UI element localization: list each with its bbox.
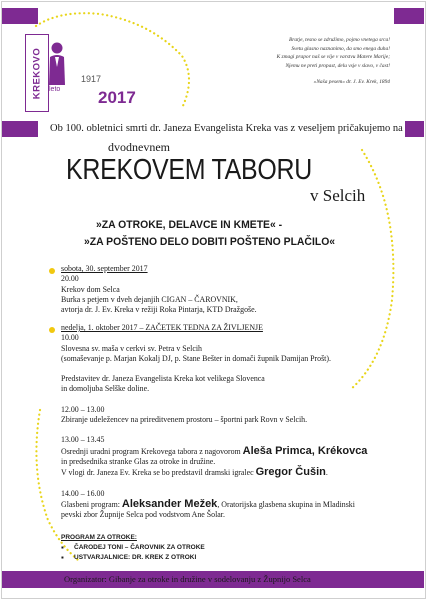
slogan-2: »ZA POŠTENO DELO DOBITI POŠTENO PLAČILO« xyxy=(84,236,336,248)
main-title: KREKOVEM TABORU xyxy=(66,154,313,186)
organizer-text: Organizator: Gibanje za otroke in družine v sodelovanju z Župnijo Selca xyxy=(64,574,311,584)
day1-date: sobota, 30. september 2017 xyxy=(61,264,148,273)
dvodnevnem-text: dvodnevnem xyxy=(108,140,170,154)
day1-line: Burka s petjem v dveh dejanjih CIGAN – ČAROVNIK, xyxy=(61,294,238,304)
krek-portrait-icon xyxy=(48,41,66,87)
slogan-1: »ZA OTROKE, DELAVCE IN KMETE« - xyxy=(96,219,283,231)
session4-post: , Oratorijska glasbena skupina in Mladinski xyxy=(217,499,355,509)
session4-time: 14.00 – 16.00 xyxy=(61,488,105,498)
logo-vertical-box xyxy=(25,34,49,112)
session3-line3-pre: V vlogi dr. Janeza Ev. Kreka se bo predstavil dramski igralec xyxy=(61,468,256,478)
day2-bullet-icon xyxy=(49,327,55,333)
speaker-sep: , xyxy=(311,444,318,457)
kids-program xyxy=(61,533,205,563)
actor-name: Gregor Čušin xyxy=(255,466,326,479)
day1-time: 20.00 xyxy=(61,274,79,284)
session3-line3-post: . xyxy=(325,468,328,478)
session3-pre: Osrednji uradni program Krekovega tabora z nagovorom xyxy=(61,446,243,456)
subtitle-location: v Selcih xyxy=(310,186,366,205)
session2-text: Zbiranje udeležencev na prireditvenem prostoru – športni park Rovn v Selcih. xyxy=(61,415,308,425)
poem-citation: »Naša pesem« dr. J. Ev. Krek, 1894 xyxy=(313,79,390,86)
poem-line: Svetu glasno naznanimo, da smo enega duha! xyxy=(291,45,390,52)
session3-line1 xyxy=(61,446,367,457)
day2-predstavitev: Predstavitev dr. Janeza Evangelista Kreka kot velikega Slovenca xyxy=(61,374,265,384)
session4-line1 xyxy=(61,499,367,510)
speaker-nick: Krékovca xyxy=(317,444,368,457)
day2-time: 10.00 xyxy=(61,333,79,343)
session3-line2: in predsednika stranke Glas za otroke in družine. xyxy=(61,456,216,466)
kids-program-heading: PROGRAM ZA OTROKE: xyxy=(61,534,137,541)
day2-block xyxy=(61,323,367,520)
day2-date: nedelja, 1. oktober 2017 – ZAČETEK TEDNA ZA ŽIVLJENJE xyxy=(61,323,263,332)
musician-name: Aleksander Mežek xyxy=(121,497,218,510)
day1-block xyxy=(61,264,257,315)
kids-program-item: ▪ ČARODEJ TONI – ČAROVNIK ZA OTROKE xyxy=(61,543,205,553)
session4-pre: Glasbeni program: xyxy=(61,499,122,509)
intro-text: Ob 100. obletnici smrti dr. Janeza Evangelista Kreka vas z veseljem pričakujemo na xyxy=(50,123,403,134)
poem-line: K zmagi prapor naš se vije v varstvu Matere Marije; xyxy=(276,54,390,61)
session4-line2: pevski zbor Župnije Selca pod vodstvom Ane Šolar. xyxy=(61,510,225,520)
day2-predstavitev: in domoljuba Selške doline. xyxy=(61,384,150,394)
day1-bullet-icon xyxy=(49,268,55,274)
day1-line: Krekov dom Selca xyxy=(61,284,120,294)
day2-line: Slovesna sv. maša v cerkvi sv. Petra v Selcih xyxy=(61,343,202,353)
kids-program-list xyxy=(61,543,205,563)
day2-line: (somaševanje p. Marjan Kokalj DJ, p. Stane Bešter in domači župnik Damijan Prošt). xyxy=(61,353,331,363)
session3-line3 xyxy=(61,467,367,478)
poem-line: Njemu ne preti propast, delu vsje v slavo, v čast! xyxy=(285,62,390,69)
logo-year-2017: 2017 xyxy=(98,88,136,107)
session2-time: 12.00 – 13.00 xyxy=(61,404,105,414)
poem-block xyxy=(190,36,390,87)
day1-line: avtorja dr. J. Ev. Kreka v režiji Roka Pintarja, KTD Dražgoše. xyxy=(61,305,257,315)
session3-time: 13.00 – 13.45 xyxy=(61,435,105,445)
poem-line: Bratje, tesno se združimo, pojmo vnetega srca! xyxy=(288,37,390,43)
logo-year-1917: 1917 xyxy=(81,74,102,84)
logo-name: KREKOVO xyxy=(31,47,43,99)
logo-leto: leto xyxy=(49,86,61,93)
speaker-name: Aleša Primca xyxy=(242,444,312,457)
kids-program-item: ▪ USTVARJALNICE: DR. KREK Z OTROKI xyxy=(61,553,205,563)
